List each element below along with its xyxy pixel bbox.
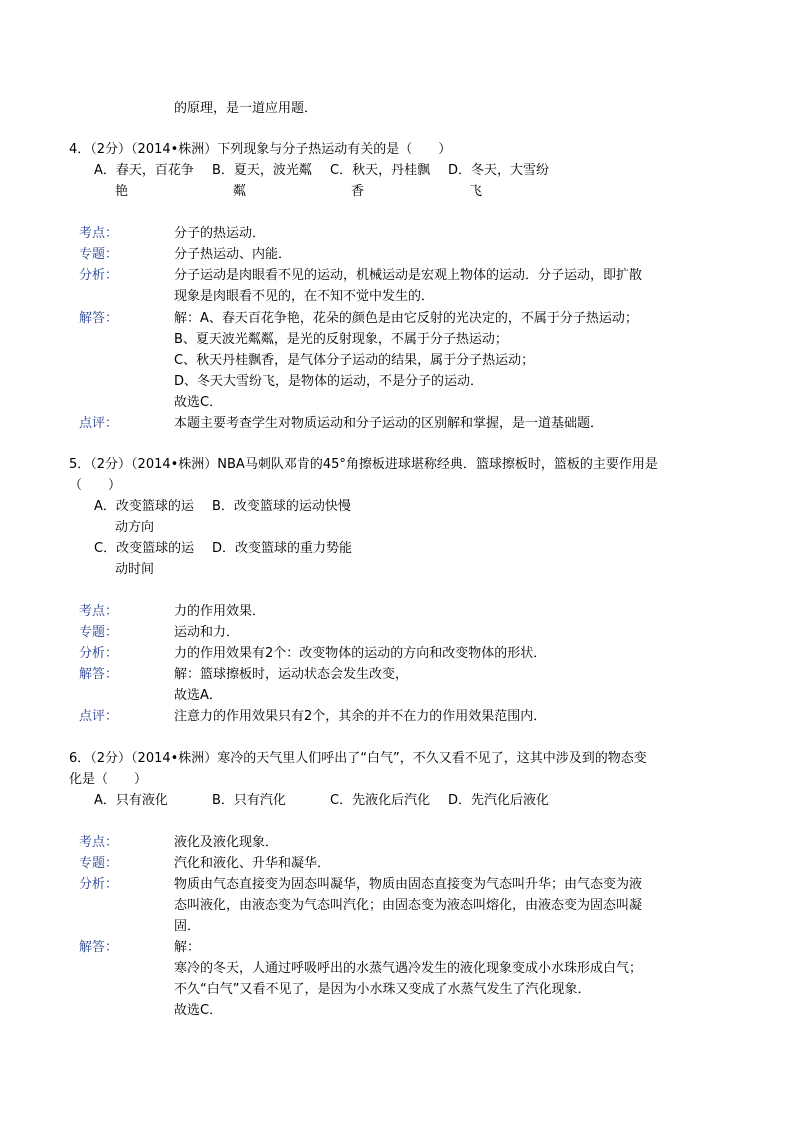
previous-answer-tail: 的原理，是一道应用题． bbox=[174, 101, 318, 116]
q6-jieda-line4: 故选C． bbox=[174, 1003, 223, 1018]
q6-kaodian: 液化及液化现象． bbox=[174, 835, 279, 850]
q5-dianping: 注意力的作用效果只有2个，其余的并不在力的作用效果范围内． bbox=[174, 709, 547, 724]
jieda-label: 解答： bbox=[79, 311, 119, 326]
q4-jieda-line4: D、冬天大雪纷飞，是物体的运动，不是分子的运动． bbox=[174, 374, 484, 389]
kaodian-label: 考点： bbox=[79, 604, 119, 619]
q5-fenxi: 力的作用效果有2个：改变物体的运动的方向和改变物体的形状． bbox=[174, 646, 547, 661]
question-5-stem-line1: 5．（2分）（2014•株洲）NBA马刺队邓肯的45°角擦板进球堪称经典．篮球擦板时，篮板的主要作用是 bbox=[69, 457, 658, 472]
q4-dianping: 本题主要考查学生对物质运动和分子运动的区别解和掌握，是一道基础题． bbox=[174, 416, 604, 431]
kaodian-label: 考点： bbox=[79, 835, 119, 850]
q5-option-a-line2: 动方向 bbox=[115, 520, 155, 535]
q4-jieda-line3: C、秋天丹桂飘香，是气体分子运动的结果，属于分子热运动； bbox=[174, 353, 535, 368]
q4-option-b-line2: 粼 bbox=[233, 184, 247, 199]
q4-zhuanti: 分子热运动、内能． bbox=[174, 247, 292, 262]
zhuanti-label: 专题： bbox=[79, 625, 119, 640]
q6-option-d: D．先汽化后液化 bbox=[448, 793, 550, 808]
q6-jieda-line2: 寒冷的冬天，人通过呼吸呼出的水蒸气遇冷发生的液化现象变成小水珠形成白气； bbox=[174, 961, 643, 976]
q6-option-b: B．只有汽化 bbox=[212, 793, 286, 808]
q4-option-c-line2: 香 bbox=[351, 184, 365, 199]
kaodian-label: 考点： bbox=[79, 226, 119, 241]
question-4-stem: 4．（2分）（2014•株洲）下列现象与分子热运动有关的是（ ） bbox=[69, 142, 452, 157]
q4-jieda-line1: 解：A、春天百花争艳，花朵的颜色是由它反射的光决定的，不属于分子热运动； bbox=[174, 311, 638, 326]
q6-jieda-line1: 解： bbox=[174, 940, 201, 955]
q4-fenxi-line1: 分子运动是肉眼看不见的运动，机械运动是宏观上物体的运动．分子运动，即扩散 bbox=[174, 268, 643, 283]
q4-option-c-line1: C．秋天，丹桂飘 bbox=[330, 163, 431, 178]
question-5-stem-line2: （ ） bbox=[69, 478, 122, 493]
q5-jieda-line1: 解：篮球擦板时，运动状态会发生改变， bbox=[174, 667, 409, 682]
q5-option-d: D．改变篮球的重力势能 bbox=[212, 541, 353, 556]
q6-fenxi-line2: 态叫液化，由液态变为气态叫汽化；由固态变为液态叫熔化，由液态变为固态叫凝 bbox=[174, 898, 643, 913]
q5-zhuanti: 运动和力． bbox=[174, 625, 240, 640]
question-6-stem-line1: 6．（2分）（2014•株洲）寒冷的天气里人们呼出了“白气”，不久又看不见了，这其中涉及到的物态变 bbox=[69, 751, 647, 766]
q5-jieda-line2: 故选A． bbox=[174, 688, 222, 703]
fenxi-label: 分析： bbox=[79, 877, 119, 892]
q5-option-b: B．改变篮球的运动快慢 bbox=[212, 499, 351, 514]
q4-option-b-line1: B．夏天，波光粼 bbox=[212, 163, 312, 178]
q5-option-c-line1: C．改变篮球的运 bbox=[94, 541, 195, 556]
q5-option-a-line1: A．改变篮球的运 bbox=[94, 499, 194, 514]
q4-jieda-line2: B、夏天波光粼粼，是光的反射现象，不属于分子热运动； bbox=[174, 332, 508, 347]
question-6-stem-line2: 化是（ ） bbox=[69, 772, 148, 787]
q5-option-c-line2: 动时间 bbox=[115, 562, 155, 577]
zhuanti-label: 专题： bbox=[79, 856, 119, 871]
zhuanti-label: 专题： bbox=[79, 247, 119, 262]
q4-option-d-line2: 飞 bbox=[469, 184, 483, 199]
dianping-label: 点评： bbox=[79, 416, 119, 431]
fenxi-label: 分析： bbox=[79, 646, 119, 661]
q4-kaodian: 分子的热运动． bbox=[174, 226, 266, 241]
jieda-label: 解答： bbox=[79, 940, 119, 955]
q4-option-a-line1: A．春天，百花争 bbox=[94, 163, 194, 178]
q6-zhuanti: 汽化和液化、升华和凝华． bbox=[174, 856, 331, 871]
q5-kaodian: 力的作用效果． bbox=[174, 604, 266, 619]
q4-fenxi-line2: 现象是肉眼看不见的，在不知不觉中发生的． bbox=[174, 289, 435, 304]
dianping-label: 点评： bbox=[79, 709, 119, 724]
q6-fenxi-line3: 固． bbox=[174, 919, 201, 934]
q6-fenxi-line1: 物质由气态直接变为固态叫凝华，物质由固态直接变为气态叫升华；由气态变为液 bbox=[174, 877, 643, 892]
jieda-label: 解答： bbox=[79, 667, 119, 682]
q4-option-d-line1: D．冬天，大雪纷 bbox=[448, 163, 550, 178]
q6-jieda-line3: 不久“白气”又看不见了，是因为小水珠又变成了水蒸气发生了汽化现象． bbox=[174, 982, 591, 997]
q6-option-c: C．先液化后汽化 bbox=[330, 793, 431, 808]
q4-jieda-line5: 故选C． bbox=[174, 395, 223, 410]
q6-option-a: A．只有液化 bbox=[94, 793, 168, 808]
q4-option-a-line2: 艳 bbox=[115, 184, 129, 199]
fenxi-label: 分析： bbox=[79, 268, 119, 283]
